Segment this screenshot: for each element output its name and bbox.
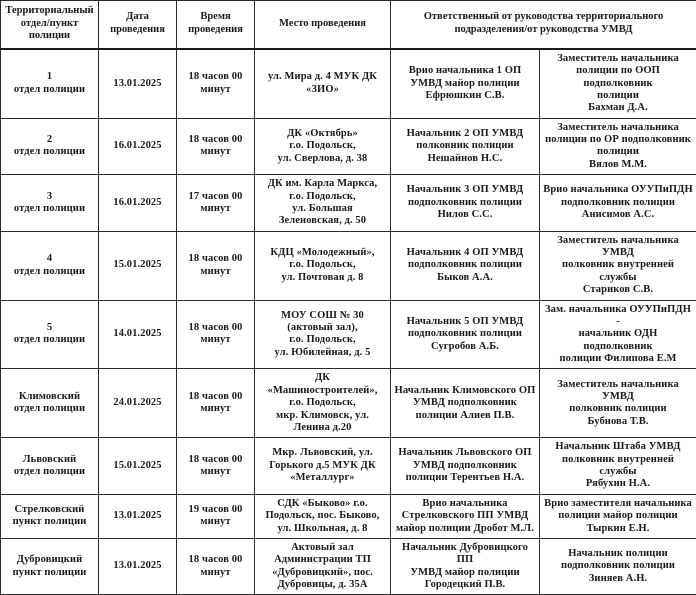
text-line: Нешайнов Н.С. bbox=[394, 153, 536, 165]
text-line: начальник ОДН подполковник bbox=[543, 328, 693, 353]
text-line: 1 bbox=[4, 71, 95, 83]
table-row bbox=[1, 300, 696, 369]
text-line: Зам. начальника ОУУПиПДН - bbox=[543, 304, 693, 329]
cell-responsible-umvd bbox=[540, 494, 696, 538]
text-line: Ефрюшкин С.В. bbox=[394, 90, 536, 102]
cell-time bbox=[177, 118, 255, 175]
cell-responsible-local bbox=[391, 231, 540, 300]
table-row bbox=[1, 438, 696, 495]
text-line: полиции Алиев П.В. bbox=[394, 410, 536, 422]
text-line: Начальник 4 ОП УМВД bbox=[394, 247, 536, 259]
text-line: минут bbox=[180, 146, 251, 158]
text-line: Начальник Львовского ОП bbox=[394, 447, 536, 459]
text-line: «Машиностроителей», bbox=[258, 385, 387, 397]
text-line: майор полиции Дробот М.Л. bbox=[394, 523, 536, 535]
text-line: 18 часов 00 bbox=[180, 454, 251, 466]
text-line: полиции по ОР подполковник bbox=[543, 134, 693, 146]
text-line: Анисимов А.С. bbox=[543, 209, 693, 221]
table-row bbox=[1, 231, 696, 300]
text-line: Стрелковского ПП УМВД bbox=[394, 510, 536, 522]
text-line: Ленина д.20 bbox=[258, 422, 387, 434]
text-line: Подольск, пос. Быково, bbox=[258, 510, 387, 522]
text-line: Врио начальника ОУУПиПДН bbox=[543, 184, 693, 196]
text-line: ул. Юбилейная, д. 5 bbox=[258, 347, 387, 359]
text-line: Вялов М.М. bbox=[543, 159, 693, 171]
text-line: 4 bbox=[4, 253, 95, 265]
cell-date: 16.01.2025 bbox=[99, 175, 177, 232]
text-line: Актовый зал bbox=[258, 542, 387, 554]
text-line: ул. Сверлова, д. 38 bbox=[258, 153, 387, 165]
text-line: 18 часов 00 bbox=[180, 391, 251, 403]
text-line: 2 bbox=[4, 134, 95, 146]
text-line: минут bbox=[180, 203, 251, 215]
cell-place bbox=[255, 118, 391, 175]
cell-time bbox=[177, 49, 255, 118]
text-line: подполковник полиции bbox=[543, 197, 693, 209]
text-line: Бубнова Т.В. bbox=[543, 416, 693, 428]
text-line: г.о. Подольск, bbox=[258, 259, 387, 271]
text-line: 19 часов 00 bbox=[180, 504, 251, 516]
cell-responsible-umvd bbox=[540, 118, 696, 175]
text-line: отдел полиции bbox=[4, 146, 95, 158]
text-line: Место проведения bbox=[258, 18, 387, 31]
text-line: отдел полиции bbox=[4, 334, 95, 346]
header-cell-unit bbox=[1, 1, 99, 49]
text-line: Заместитель начальника УМВД bbox=[543, 235, 693, 260]
text-line: мкр. Климовск, ул. bbox=[258, 410, 387, 422]
text-line: Стрелковский bbox=[4, 504, 95, 516]
text-line: Бахман Д.А. bbox=[543, 102, 693, 114]
text-line: г.о. Подольск, bbox=[258, 397, 387, 409]
text-line: отдел/пункт bbox=[4, 18, 95, 31]
text-line: Дубровицкий bbox=[4, 554, 95, 566]
text-line: полковник внутренней службы bbox=[543, 454, 693, 479]
text-line: КДЦ «Молодежный», bbox=[258, 247, 387, 259]
text-line: полковник внутренней службы bbox=[543, 259, 693, 284]
cell-responsible-umvd bbox=[540, 49, 696, 118]
text-line: Быков А.А. bbox=[394, 272, 536, 284]
text-line: подполковник полиции bbox=[394, 328, 536, 340]
cell-unit bbox=[1, 438, 99, 495]
text-line: «ЗИО» bbox=[258, 84, 387, 96]
text-line: 5 bbox=[4, 322, 95, 334]
cell-responsible-local bbox=[391, 369, 540, 438]
text-line: Заместитель начальника bbox=[543, 53, 693, 65]
cell-date: 16.01.2025 bbox=[99, 118, 177, 175]
text-line: ул. Мира д. 4 МУК ДК bbox=[258, 71, 387, 83]
cell-unit bbox=[1, 231, 99, 300]
text-line: Врио начальника bbox=[394, 498, 536, 510]
cell-responsible-local bbox=[391, 538, 540, 595]
text-line: ул. Почтовая д. 8 bbox=[258, 272, 387, 284]
text-line: Время bbox=[180, 11, 251, 24]
text-line: МОУ СОШ № 30 bbox=[258, 310, 387, 322]
cell-date: 14.01.2025 bbox=[99, 300, 177, 369]
text-line: Горького д.5 МУК ДК bbox=[258, 460, 387, 472]
cell-place bbox=[255, 438, 391, 495]
cell-responsible-umvd bbox=[540, 438, 696, 495]
header-cell-responsible bbox=[391, 1, 696, 49]
text-line: Дата bbox=[102, 11, 173, 24]
text-line: Львовский bbox=[4, 454, 95, 466]
text-line: Начальник 5 ОП УМВД bbox=[394, 316, 536, 328]
text-line: минут bbox=[180, 84, 251, 96]
text-line: отдел полиции bbox=[4, 84, 95, 96]
text-line: УМВД майор полиции bbox=[394, 567, 536, 579]
text-line: 18 часов 00 bbox=[180, 71, 251, 83]
cell-unit bbox=[1, 538, 99, 595]
text-line: пункт полиции bbox=[4, 567, 95, 579]
text-line: Сугробов А.Б. bbox=[394, 341, 536, 353]
table-row bbox=[1, 369, 696, 438]
text-line: Начальник Штаба УМВД bbox=[543, 441, 693, 453]
cell-date: 13.01.2025 bbox=[99, 49, 177, 118]
cell-unit bbox=[1, 369, 99, 438]
text-line: Заместитель начальника bbox=[543, 122, 693, 134]
text-line: Начальник Климовского ОП bbox=[394, 385, 536, 397]
text-line: Нилов С.С. bbox=[394, 209, 536, 221]
text-line: Начальник Дубровицкого ПП bbox=[394, 542, 536, 567]
text-line: Начальник 3 ОП УМВД bbox=[394, 184, 536, 196]
cell-unit bbox=[1, 300, 99, 369]
text-line: Климовский bbox=[4, 391, 95, 403]
text-line: минут bbox=[180, 266, 251, 278]
cell-responsible-umvd bbox=[540, 175, 696, 232]
text-line: Дубровицы, д. 35А bbox=[258, 579, 387, 591]
text-line: Врио заместителя начальника bbox=[543, 498, 693, 510]
text-line: проведения bbox=[180, 24, 251, 37]
text-line: ул. Большая bbox=[258, 203, 387, 215]
text-line: Начальник полиции bbox=[543, 548, 693, 560]
text-line: г.о. Подольск, bbox=[258, 140, 387, 152]
cell-time bbox=[177, 494, 255, 538]
text-line: подполковник полиции bbox=[543, 560, 693, 572]
cell-time bbox=[177, 369, 255, 438]
cell-responsible-local bbox=[391, 438, 540, 495]
cell-responsible-umvd bbox=[540, 369, 696, 438]
cell-time bbox=[177, 175, 255, 232]
cell-date: 24.01.2025 bbox=[99, 369, 177, 438]
text-line: г.о. Подольск, bbox=[258, 334, 387, 346]
cell-date: 15.01.2025 bbox=[99, 438, 177, 495]
text-line: подполковник полиции bbox=[394, 259, 536, 271]
text-line: отдел полиции bbox=[4, 203, 95, 215]
text-line: подразделения/от руководства УМВД bbox=[394, 24, 693, 37]
text-line: Стариков С.В. bbox=[543, 284, 693, 296]
text-line: Городецкий П.В. bbox=[394, 579, 536, 591]
text-line: Территориальный bbox=[4, 5, 95, 18]
text-line: Тыркин Е.Н. bbox=[543, 523, 693, 535]
text-line: полиции bbox=[543, 90, 693, 102]
text-line: минут bbox=[180, 516, 251, 528]
cell-time bbox=[177, 538, 255, 595]
cell-date: 15.01.2025 bbox=[99, 231, 177, 300]
text-line: отдел полиции bbox=[4, 466, 95, 478]
text-line: проведения bbox=[102, 24, 173, 37]
cell-time bbox=[177, 300, 255, 369]
cell-responsible-local bbox=[391, 49, 540, 118]
text-line: ДК «Октябрь» bbox=[258, 128, 387, 140]
cell-unit bbox=[1, 118, 99, 175]
text-line: полиции bbox=[543, 146, 693, 158]
text-line: (актовый зал), bbox=[258, 322, 387, 334]
header-cell-place bbox=[255, 1, 391, 49]
text-line: 3 bbox=[4, 191, 95, 203]
text-line: минут bbox=[180, 403, 251, 415]
text-line: подполковник полиции bbox=[394, 197, 536, 209]
cell-responsible-umvd bbox=[540, 300, 696, 369]
text-line: отдел полиции bbox=[4, 403, 95, 415]
cell-date: 13.01.2025 bbox=[99, 538, 177, 595]
cell-unit bbox=[1, 494, 99, 538]
text-line: УМВД подполковник bbox=[394, 397, 536, 409]
cell-responsible-umvd bbox=[540, 231, 696, 300]
table-row bbox=[1, 175, 696, 232]
text-line: Ответственный от руководства территориального bbox=[394, 11, 693, 24]
text-line: минут bbox=[180, 567, 251, 579]
text-line: минут bbox=[180, 334, 251, 346]
cell-unit bbox=[1, 175, 99, 232]
text-line: Зиняев А.Н. bbox=[543, 573, 693, 585]
text-line: ДК bbox=[258, 372, 387, 384]
cell-place bbox=[255, 494, 391, 538]
table-row bbox=[1, 538, 696, 595]
header-row bbox=[1, 1, 696, 49]
text-line: отдел полиции bbox=[4, 266, 95, 278]
cell-responsible-local bbox=[391, 118, 540, 175]
cell-unit bbox=[1, 49, 99, 118]
cell-place bbox=[255, 49, 391, 118]
text-line: УМВД подполковник bbox=[394, 460, 536, 472]
text-line: УМВД майор полиции bbox=[394, 78, 536, 90]
text-line: 18 часов 00 bbox=[180, 253, 251, 265]
text-line: полиции bbox=[4, 30, 95, 43]
text-line: Начальник 2 ОП УМВД bbox=[394, 128, 536, 140]
text-line: полиции по ООП подполковник bbox=[543, 65, 693, 90]
cell-date: 13.01.2025 bbox=[99, 494, 177, 538]
header-cell-date bbox=[99, 1, 177, 49]
text-line: полковник полиции bbox=[543, 403, 693, 415]
table-row bbox=[1, 118, 696, 175]
cell-responsible-local bbox=[391, 175, 540, 232]
text-line: СДК «Быково» г.о. bbox=[258, 498, 387, 510]
text-line: 17 часов 00 bbox=[180, 191, 251, 203]
text-line: «Металлург» bbox=[258, 472, 387, 484]
table-row bbox=[1, 494, 696, 538]
text-line: минут bbox=[180, 466, 251, 478]
cell-responsible-local bbox=[391, 300, 540, 369]
cell-place bbox=[255, 175, 391, 232]
text-line: г.о. Подольск, bbox=[258, 191, 387, 203]
cell-place bbox=[255, 300, 391, 369]
text-line: Администрации ТП bbox=[258, 554, 387, 566]
table-header bbox=[1, 1, 696, 49]
cell-place bbox=[255, 231, 391, 300]
text-line: Врио начальника 1 ОП bbox=[394, 65, 536, 77]
text-line: «Дубровицкий», пос. bbox=[258, 567, 387, 579]
text-line: ул. Школьная, д. 8 bbox=[258, 523, 387, 535]
text-line: Зеленовская, д. 50 bbox=[258, 215, 387, 227]
text-line: Мкр. Львовский, ул. bbox=[258, 447, 387, 459]
cell-place bbox=[255, 369, 391, 438]
text-line: полковник полиции bbox=[394, 140, 536, 152]
text-line: полиции Филипова Е.М bbox=[543, 353, 693, 365]
text-line: пункт полиции bbox=[4, 516, 95, 528]
cell-responsible-umvd bbox=[540, 538, 696, 595]
text-line: 18 часов 00 bbox=[180, 554, 251, 566]
text-line: 18 часов 00 bbox=[180, 322, 251, 334]
cell-place bbox=[255, 538, 391, 595]
cell-time bbox=[177, 231, 255, 300]
text-line: ДК им. Карла Маркса, bbox=[258, 178, 387, 190]
text-line: полиции Терентьев Н.А. bbox=[394, 472, 536, 484]
table-row bbox=[1, 49, 696, 118]
cell-time bbox=[177, 438, 255, 495]
text-line: 18 часов 00 bbox=[180, 134, 251, 146]
text-line: полиции майор полиции bbox=[543, 510, 693, 522]
table-body bbox=[1, 49, 696, 595]
text-line: Заместитель начальника УМВД bbox=[543, 379, 693, 404]
text-line: Рябухин Н.А. bbox=[543, 478, 693, 490]
header-cell-time bbox=[177, 1, 255, 49]
cell-responsible-local bbox=[391, 494, 540, 538]
